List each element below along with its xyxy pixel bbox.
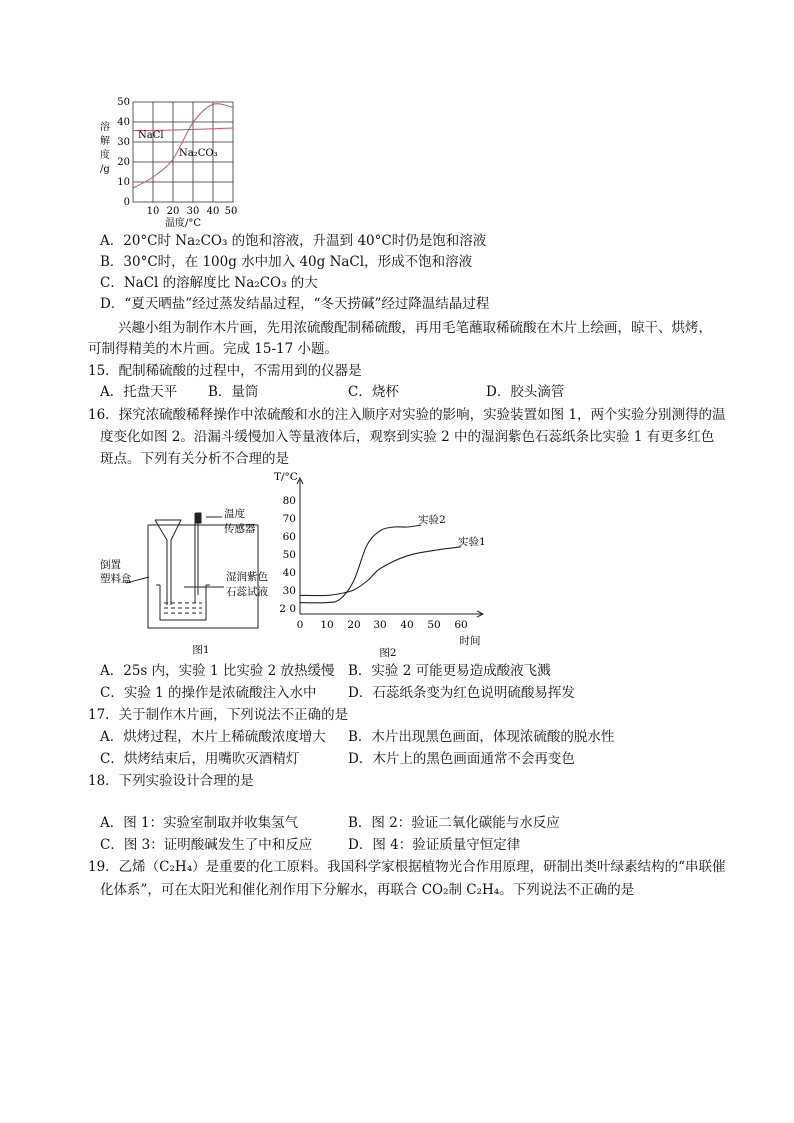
figure-2-caption: 图2 [379,647,397,659]
y-tick: 70 [282,513,296,525]
y-tick: 30 [282,585,296,597]
x-tick: 30 [373,619,387,631]
y-tick: 50 [117,97,130,108]
q15-option-a: A．托盘天平 [100,384,178,400]
q16-stem-3: 斑点。下列有关分析不合理的是 [100,451,289,467]
y-tick: 60 [282,531,296,543]
x-tick: 20 [347,619,361,631]
series-label-exp2: 实验2 [418,514,446,526]
q19-stem-1: 19．乙烯（C₂H₄）是重要的化工原料。我国科学家根据植物光合作用原理，研制出类叶绿素结构的“串联催 [88,859,726,875]
q16-option-d: D．石蕊纸条变为红色说明硫酸易挥发 [348,685,575,701]
x-tick: 10 [146,206,160,217]
y-label: 解 [100,136,110,147]
y-tick: 30 [117,137,130,148]
q18-option-b: B．图 2：验证二氧化碳能与水反应 [348,815,560,831]
q14-option-a: A．20°C时 Na₂CO₃ 的饱和溶液，升温到 40°C时仍是饱和溶液 [100,233,487,249]
label-box-2: 塑料盒 [100,573,132,585]
q16-stem-1: 16．探究浓硫酸稀释操作中浓硫酸和水的注入顺序对实验的影响，实验装置如图 1，两个实验分别测得的温 [88,407,726,423]
q18-option-d: D．图 4：验证质量守恒定律 [348,837,521,853]
q17-stem: 17．关于制作木片画，下列说法不正确的是 [88,707,349,723]
q18-stem: 18．下列实验设计合理的是 [88,773,254,789]
q14-option-d: D．“夏天晒盐”经过蒸发结晶过程，“冬天捞碱”经过降温结晶过程 [100,296,490,312]
q15-option-c: C．烧杯 [348,384,399,400]
series-line-2 [133,104,233,188]
y-label: 度 [100,150,110,161]
q16-option-b: B．实验 2 可能更易造成酸液飞溅 [348,663,551,679]
y-tick: 40 [117,117,130,128]
q14-option-b: B．30°C时，在 100g 水中加入 40g NaCl，形成不饱和溶液 [100,254,473,270]
q17-option-a: A．烘烤过程，木片上稀硫酸浓度增大 [100,729,326,745]
q15-stem: 15．配制稀硫酸的过程中，不需用到的仪器是 [88,363,362,379]
intro-line-1: 兴趣小组为制作木片画，先用浓硫酸配制稀硫酸，再用毛笔蘸取稀硫酸在木片上绘画，晾干、烘烤， [118,320,712,336]
intro-line-2: 可制得精美的木片画。完成 15-17 小题。 [88,341,339,357]
q15-option-b: B．量筒 [208,384,259,400]
q17-option-d: D．木片上的黑色画面通常不会再变色 [348,751,575,767]
series-label-nacl: NaCl [138,130,164,141]
x-tick: 30 [186,206,200,217]
x-tick: 40 [400,619,414,631]
label-paper-1: 湿润紫色 [226,571,268,583]
label-sensor-2: 传感器 [224,523,256,535]
q16-option-c: C．实验 1 的操作是浓硫酸注入水中 [100,685,317,701]
x-tick: 60 [454,619,468,631]
y-tick: 80 [282,495,296,507]
q15-option-d: D．胶头滴管 [486,384,565,400]
q14-option-c: C．NaCl 的溶解度比 Na₂CO₃ 的大 [100,275,318,291]
x-tick: 40 [206,206,220,217]
label-sensor-1: 温度 [224,508,245,520]
y-label: 溶 [100,122,110,133]
y-tick: 40 [282,567,296,579]
q16-option-a: A．25s 内，实验 1 比实验 2 放热缓慢 [100,663,335,679]
y-label: /g [100,164,110,175]
y-tick: 2 0 [279,603,296,615]
series-line-2 [300,525,421,603]
q19-stem-2: 化体系”，可在太阳光和催化剂作用下分解水，再联合 CO₂制 C₂H₄。下列说法不正确的是 [100,882,635,898]
x-label: 温度/°C [164,218,202,229]
q18-option-a: A．图 1：实验室制取并收集氢气 [100,815,299,831]
q17-option-c: C．烘烤结束后，用嘴吹灭酒精灯 [100,751,300,767]
y-label: T/°C [274,471,298,483]
y-tick: 0 [123,197,130,208]
label-box-1: 倒置 [100,559,121,571]
y-tick: 10 [117,177,130,188]
q18-option-c: C．图 3：证明酸碱发生了中和反应 [100,837,313,853]
series-line-1 [300,547,461,596]
figure-1-caption: 图1 [192,644,210,656]
x-tick: 0 [296,619,304,631]
series-label-na2co3: Na₂CO₃ [179,148,218,159]
series-label-exp1: 实验1 [458,536,486,548]
x-tick: 50 [224,206,238,217]
solubility-chart [96,94,246,229]
x-label: 时间 [459,635,481,647]
y-tick: 50 [282,549,296,561]
y-tick: 20 [117,157,130,168]
x-tick: 50 [427,619,441,631]
q17-option-b: B．木片出现黑色画面，体现浓硫酸的脱水性 [348,729,615,745]
x-tick: 10 [320,619,334,631]
x-tick: 20 [166,206,180,217]
temperature-chart [268,466,508,662]
apparatus-figure [96,495,276,660]
label-paper-2: 石蕊试液 [226,586,268,598]
q16-stem-2: 度变化如图 2。沿漏斗缓慢加入等量液体后，观察到实验 2 中的湿润紫色石蕊纸条比实验 1 有更多红色 [100,429,715,445]
